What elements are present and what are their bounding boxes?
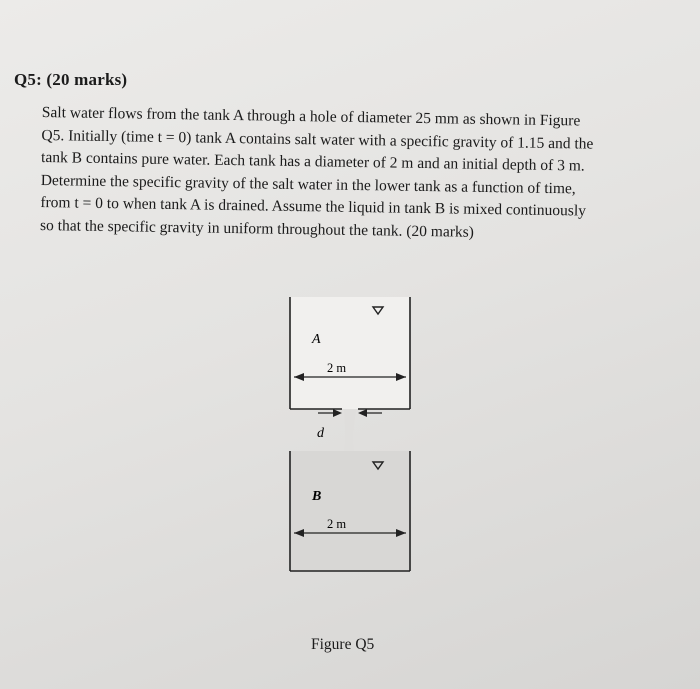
tank-b xyxy=(290,451,410,571)
hole-label: d xyxy=(317,426,324,441)
question-line-3: tank B contains pure water. Each tank has a diameter of 2 m and an initial depth of 3 m. xyxy=(40,148,585,175)
question-title: Q5: (20 marks) xyxy=(14,70,128,89)
tank-a-label: A xyxy=(312,332,321,347)
tank-figure xyxy=(270,285,430,585)
tank-b-label: B xyxy=(312,489,322,504)
question-line-4: Determine the specific gravity of the salt water in the lower tank as a function of time, xyxy=(40,171,576,197)
diameter-b-label: 2 m xyxy=(327,517,347,531)
question-line-1: Salt water flows from the tank A through a hole of diameter 25 mm as shown in Figure xyxy=(41,103,581,130)
question-body xyxy=(40,102,672,247)
diameter-a-label: 2 m xyxy=(327,361,347,375)
question-line-6: so that the specific gravity in uniform throughout the tank. (20 marks) xyxy=(39,216,475,241)
question-line-5: from t = 0 to when tank A is drained. Assume the liquid in tank B is mixed continuously xyxy=(40,193,587,220)
figure-caption: Figure Q5 xyxy=(311,636,375,653)
question-line-2: Q5. Initially (time t = 0) tank A contains salt water with a specific gravity of 1.15 and the xyxy=(41,126,594,153)
tank-a xyxy=(290,297,410,409)
